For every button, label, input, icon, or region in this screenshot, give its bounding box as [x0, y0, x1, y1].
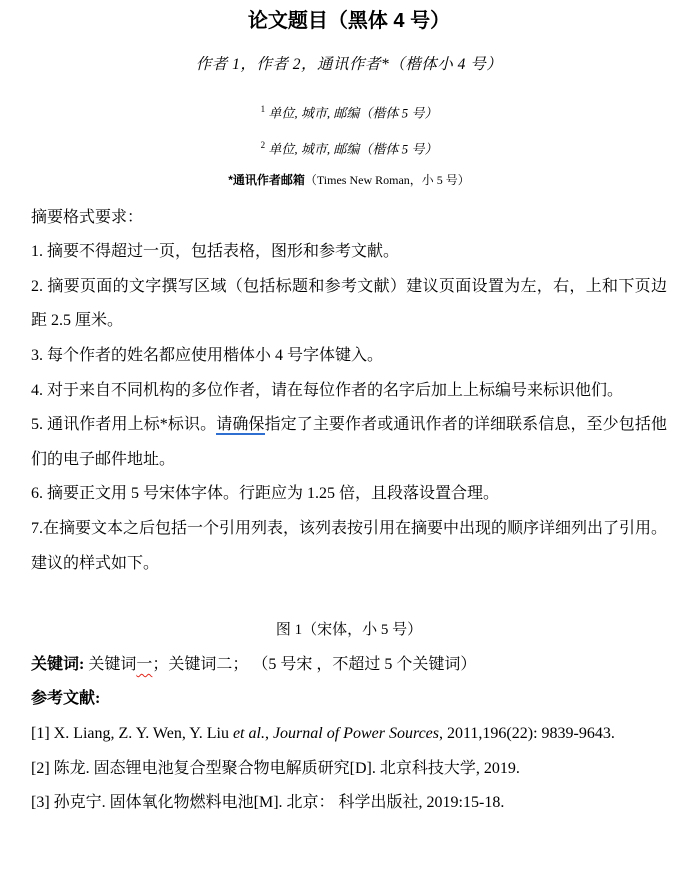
ref1-pre: [1] X. Liang, Z. Y. Wen, Y. Liu	[31, 724, 233, 742]
keywords-part1: 关键词	[84, 655, 137, 673]
affiliation-line-1	[31, 100, 667, 122]
abstract-item-5	[31, 408, 667, 477]
figure-caption: 图 1（宋体，小 5 号）	[275, 622, 423, 639]
email-note-paren: （Times New Roman，小 5 号）	[304, 172, 470, 187]
abstract-item-3: 3. 每个作者的姓名都应使用楷体小 4 号字体键入。	[31, 347, 384, 365]
ref1-post: , 2011,196(22): 9839-9643.	[439, 724, 615, 742]
item-5-pre: 5. 通讯作者用上标*标识。	[31, 416, 217, 434]
keywords-line	[31, 648, 667, 683]
abstract-requirements	[31, 201, 667, 582]
item-5-post: 指定了主要作者或通讯作者的详细联系信息，至少包括他们的电子邮件地址。	[31, 416, 667, 468]
keywords-part2: ；关键词二； （5 号宋 ，不超过 5 个关键词）	[152, 655, 477, 673]
abstract-item-4: 4. 对于来自不同机构的多位作者，请在每位作者的名字后加上上标编号来标识他们。	[31, 381, 624, 399]
ref1-mid: ,	[264, 724, 273, 742]
abstract-item-6: 6. 摘要正文用 5 号宋体字体。行距应为 1.25 倍，且段落设置合理。	[31, 485, 500, 503]
reference-item-2: [2] 陈龙. 固态锂电池复合型聚合物电解质研究[D]. 北京科技大学, 2019.	[31, 759, 520, 777]
figure-placeholder	[31, 581, 667, 613]
email-note-label: *通讯作者邮箱	[228, 172, 305, 187]
affiliation-text: 单位, 城市, 邮编（楷体 5 号）	[265, 105, 438, 121]
reference-item-1	[31, 717, 667, 752]
ref1-etal: et al.	[232, 724, 265, 742]
corresponding-email-note	[31, 172, 667, 189]
affiliation-superscript: 1	[260, 104, 266, 114]
affiliation-text: 单位, 城市, 邮编（楷体 5 号）	[265, 141, 438, 157]
affiliation-superscript: 2	[260, 140, 266, 151]
abstract-item-1: 1. 摘要不得超过一页，包括表格，图形和参考文献。	[31, 243, 400, 261]
reference-item-3: [3] 孙克宁. 固体氧化物燃料电池[M]. 北京： 科学出版社, 2019:15-18.	[31, 794, 505, 812]
abstract-item-2: 2. 摘要页面的文字撰写区域（包括标题和参考文献）建议页面设置为左，右，上和下页边距 2.5 厘米。	[31, 277, 667, 330]
spellcheck-flagged-text: 一	[136, 655, 153, 673]
affiliation-line-2	[31, 136, 667, 158]
abstract-item-7: 7.在摘要文本之后包括一个引用列表，该列表按引用在摘要中出现的顺序详细列出了引用。建议的样式如下。	[31, 520, 668, 572]
page-title: 论文题目（黑体 4 号）	[247, 10, 451, 32]
abstract-heading: 摘要格式要求：	[31, 208, 144, 226]
references-heading: 参考文献:	[31, 690, 101, 708]
keywords-label: 关键词:	[31, 655, 85, 673]
ref1-journal: Journal of Power Sources	[272, 724, 440, 742]
authors-line: 作者 1，作者 2，通讯作者*（楷体小 4 号）	[195, 56, 503, 73]
grammar-underlined-text: 请确保	[216, 416, 265, 434]
